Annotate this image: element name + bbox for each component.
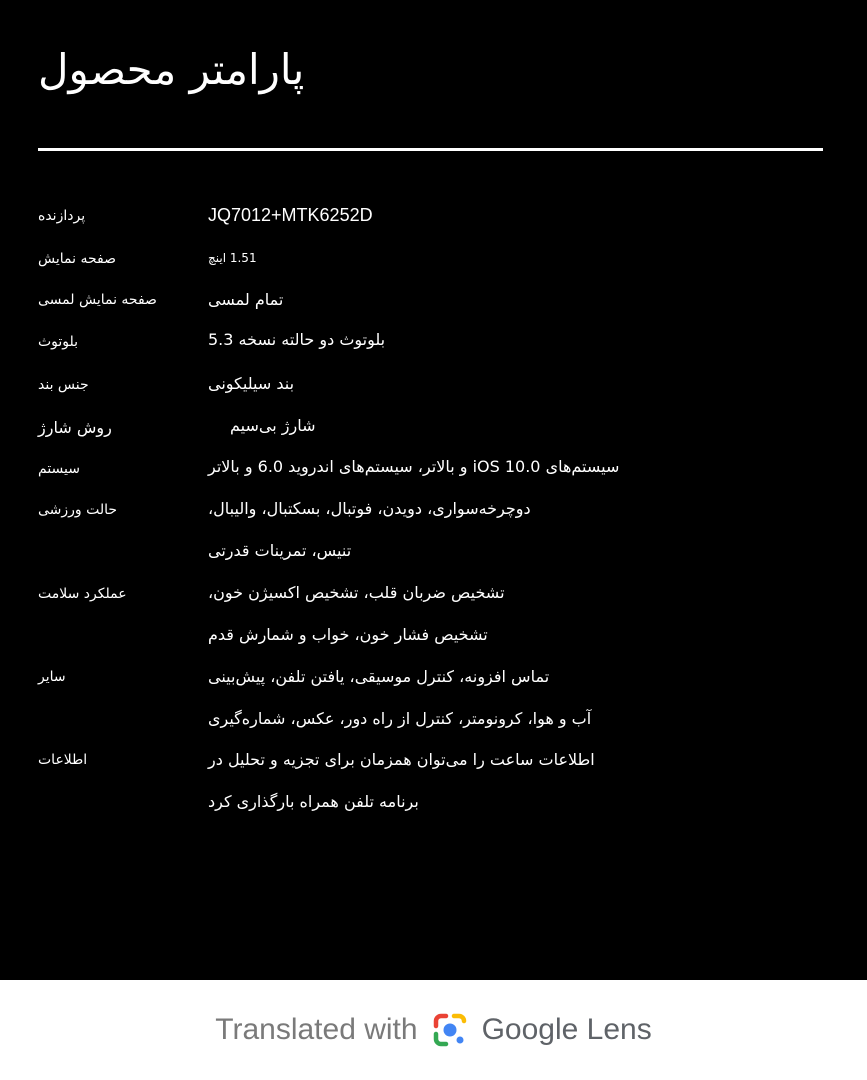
spec-value-touchscreen: تمام لمسی: [208, 290, 284, 309]
spec-label-other: سایر: [38, 669, 66, 685]
spec-label-display: صفحه نمایش: [38, 251, 116, 267]
spec-label-bluetooth: بلوتوث: [38, 334, 79, 350]
translated-with-text: Translated with: [215, 1013, 418, 1046]
page-title: پارامتر محصول: [38, 45, 305, 94]
spec-value-other-line1: تماس افزونه، کنترل موسیقی، یافتن تلفن، پیش‌بینی: [208, 667, 550, 686]
spec-label-health: عملکرد سلامت: [38, 586, 127, 602]
title-divider: [38, 148, 823, 151]
google-lens-brand-text: Google Lens: [481, 1013, 652, 1046]
spec-label-touchscreen: صفحه نمایش لمسی: [38, 292, 157, 308]
spec-value-health-line1: تشخیص ضربان قلب، تشخیص اکسیژن خون،: [208, 583, 505, 602]
spec-label-system: سیستم: [38, 461, 80, 477]
spec-label-sport-modes: حالت ورزشی: [38, 502, 118, 518]
spec-value-sport-modes-line1: دوچرخه‌سواری، دویدن، فوتبال، بسکتبال، والیبال،: [208, 499, 531, 518]
spec-value-system: سیستم‌های iOS 10.0 و بالاتر، سیستم‌های اندروید 6.0 و بالاتر: [208, 457, 620, 476]
spec-value-charging: شارژ بی‌سیم: [230, 416, 316, 435]
spec-value-info-line2: برنامه تلفن همراه بارگذاری کرد: [208, 792, 419, 811]
spec-label-processor: پردازنده: [38, 208, 86, 224]
spec-value-info-line1: اطلاعات ساعت را می‌توان همزمان برای تجزیه و تحلیل در: [208, 750, 595, 769]
spec-value-display: 1.51 اینچ: [208, 251, 257, 265]
spec-value-other-line2: آب و هوا، کرونومتر، کنترل از راه دور، عکس، شماره‌گیری: [208, 709, 592, 728]
spec-value-processor: JQ7012+MTK6252D: [208, 205, 373, 225]
spec-value-health-line2: تشخیص فشار خون، خواب و شمارش قدم: [208, 625, 488, 644]
google-lens-icon: [430, 1010, 470, 1050]
translation-footer: [0, 980, 867, 1080]
spec-label-info: اطلاعات: [38, 752, 88, 768]
spec-label-strap: جنس بند: [38, 377, 89, 393]
spec-value-bluetooth: بلوتوث دو حالته نسخه 5.3: [208, 330, 386, 349]
spec-value-sport-modes-line2: تنیس، تمرینات قدرتی: [208, 541, 352, 560]
spec-label-charging: روش شارژ: [38, 418, 112, 437]
spec-value-strap: بند سیلیکونی: [208, 374, 295, 393]
